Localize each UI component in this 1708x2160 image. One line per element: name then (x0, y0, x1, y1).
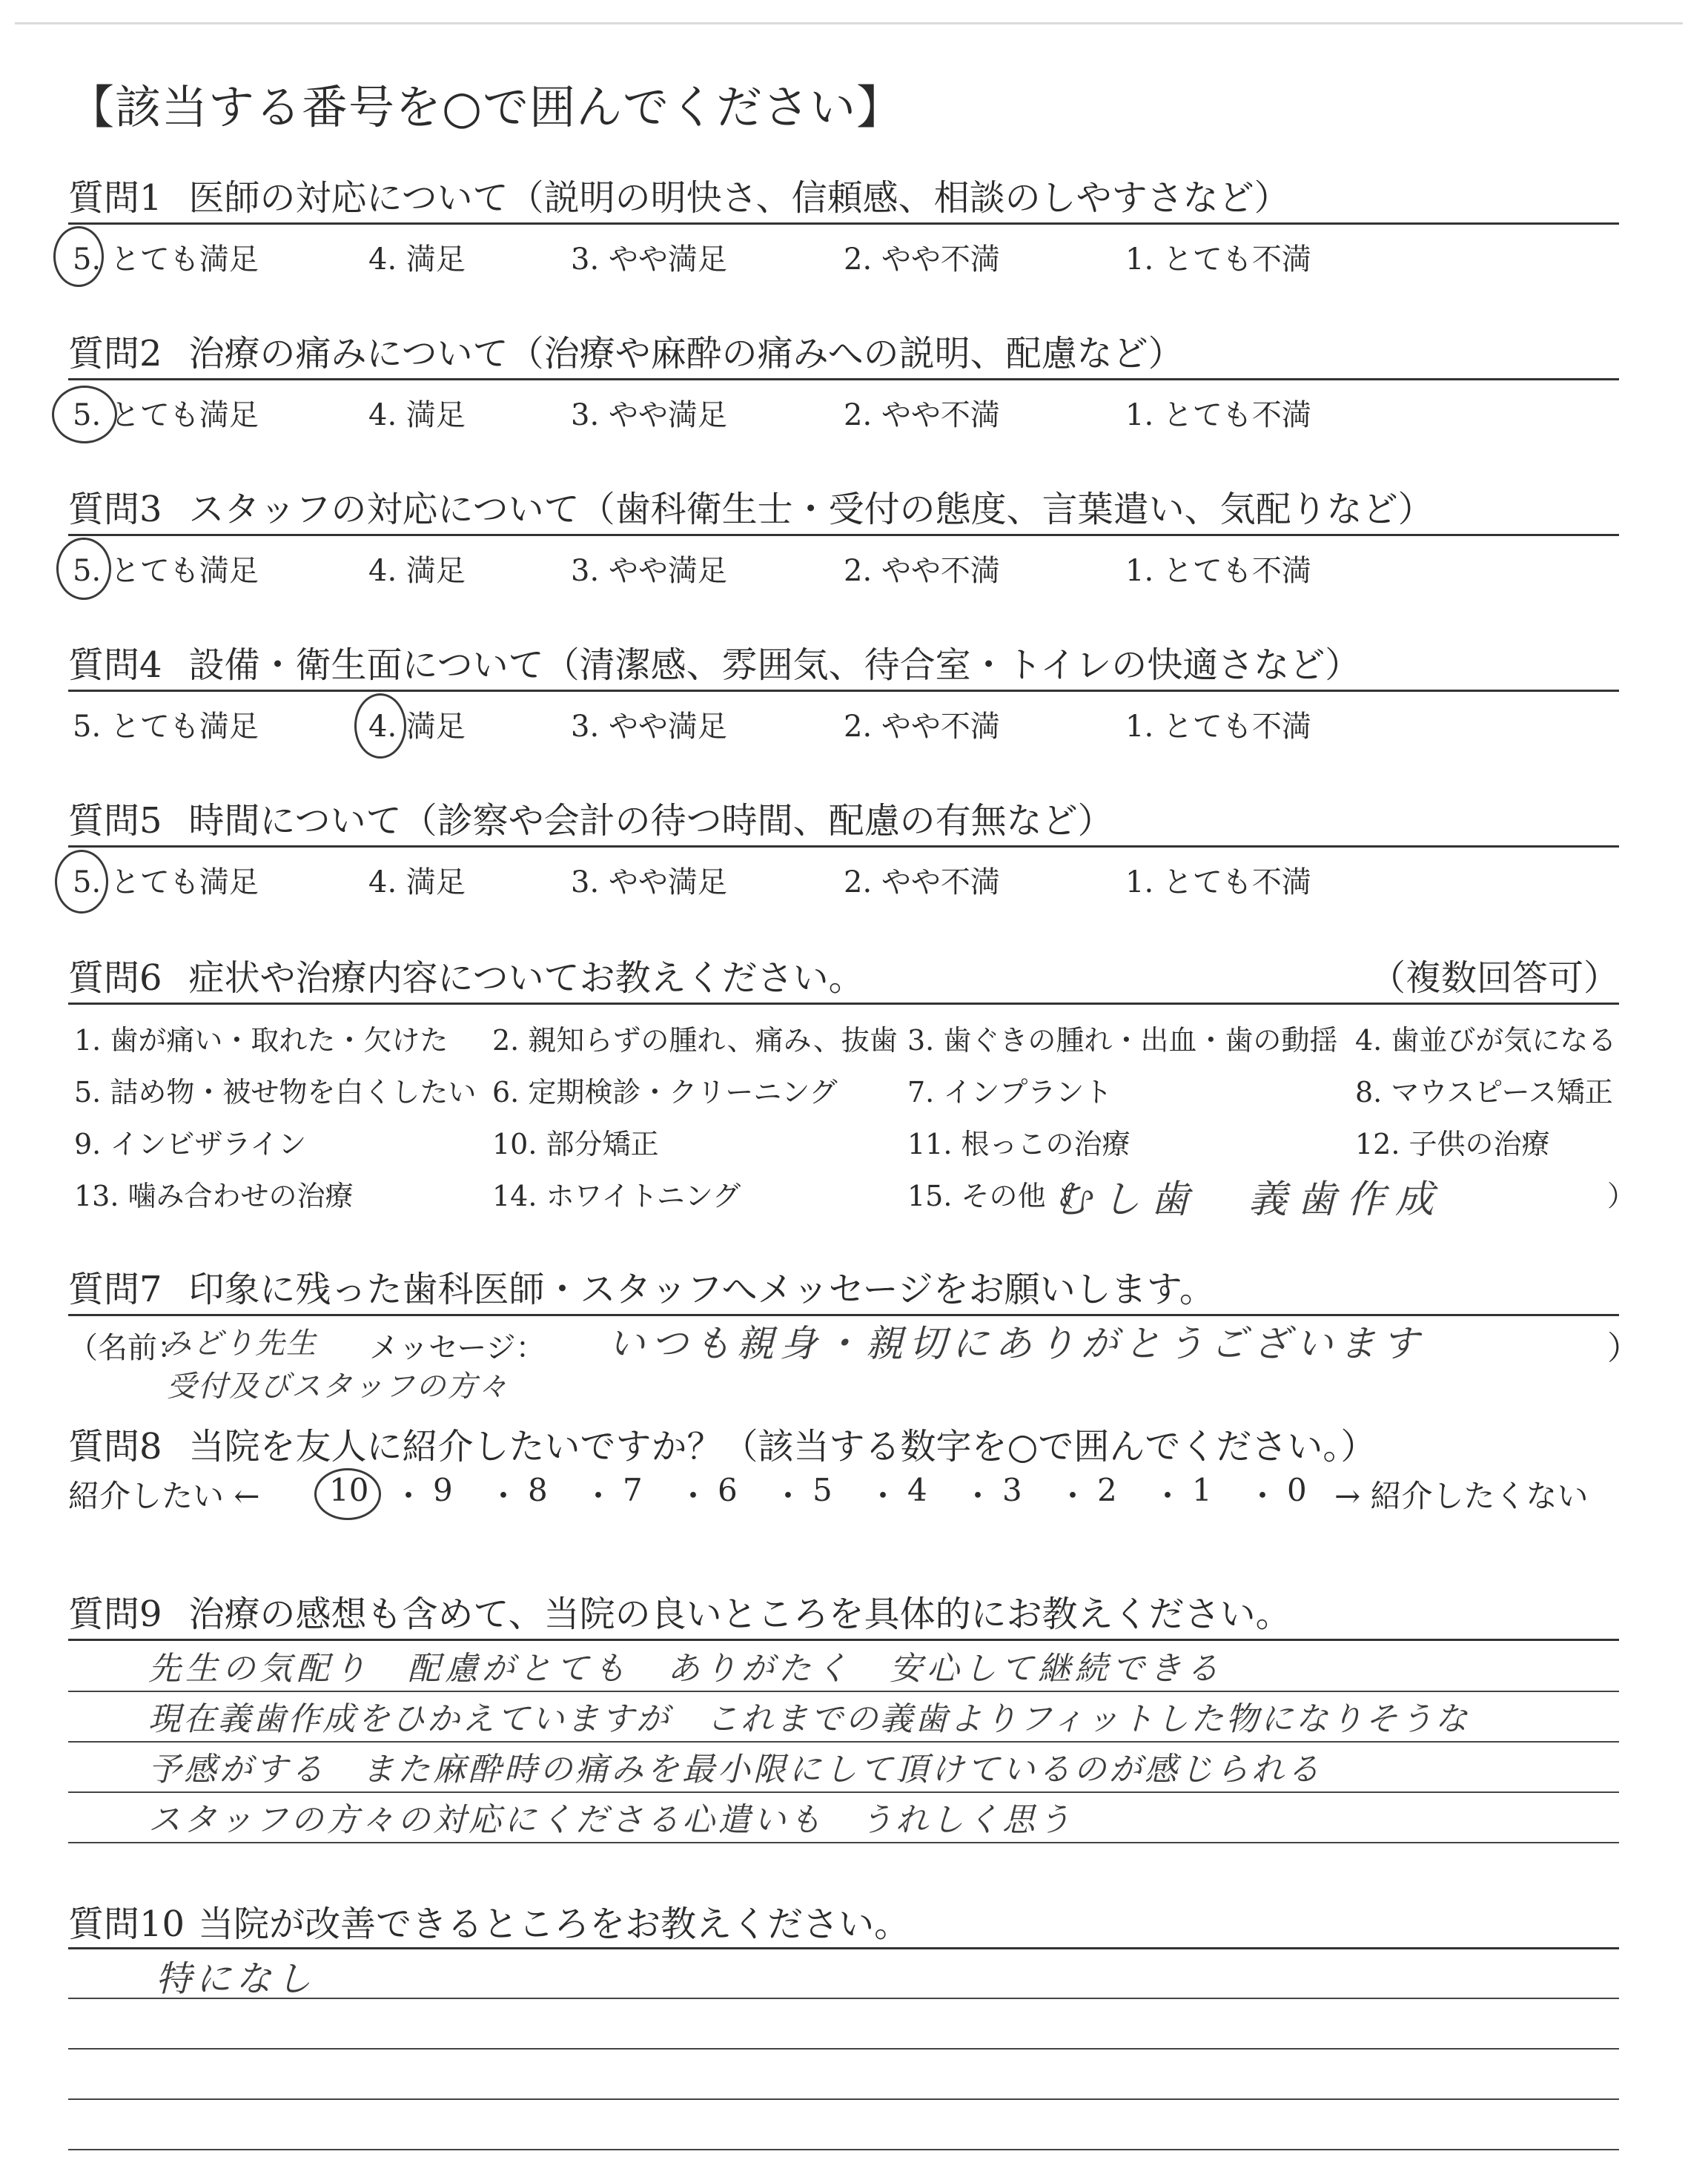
question-10-text: 当院が改善できるところをお教えください。 (198, 1903, 910, 1945)
q8-scale-10[interactable]: 10 (329, 1472, 369, 1508)
question-4-heading (68, 636, 1360, 687)
q4-option-3[interactable]: 3. やや満足 (571, 710, 727, 744)
q6-item-4[interactable]: 4. 歯並びが気になる (1355, 1024, 1617, 1057)
q6-item-13[interactable]: 13. 噛み合わせの治療 (74, 1180, 354, 1212)
q6-item-8[interactable]: 8. マウスピース矯正 (1355, 1076, 1613, 1109)
q2-option-1[interactable]: 1. とても不満 (1125, 398, 1311, 432)
q3-option-4[interactable]: 4. 満足 (368, 554, 466, 588)
question-6-note: （複数回答可） (1369, 957, 1619, 999)
q7-name-label: （名前： (68, 1331, 187, 1365)
q6-item-14[interactable]: 14. ホワイトニング (492, 1180, 741, 1212)
q1-selected-circle (53, 226, 104, 287)
q1-option-2[interactable]: 2. やや不満 (844, 242, 1000, 277)
question-7-text: 印象に残った歯科医師・スタッフへメッセージをお願いします。 (188, 1269, 1215, 1310)
question-5-number: 質問5 (68, 800, 162, 842)
q7-name-handwritten-2: 受付及びスタッフの方々 (167, 1370, 509, 1404)
q9-answer-line-4: スタッフの方々の対応にくださる心遣いも うれしく思う (148, 1801, 1073, 1839)
q8-left-label: 紹介したい ← (68, 1478, 260, 1514)
q10-line-4 (68, 2149, 1619, 2150)
q6-item-11[interactable]: 11. 根っこの治療 (907, 1128, 1131, 1160)
q4-option-5[interactable]: 5. とても満足 (73, 710, 259, 744)
question-9-rule (68, 1639, 1619, 1641)
question-8-heading (68, 1418, 1376, 1469)
question-10-number: 質問10 (68, 1903, 185, 1945)
question-5-text: 時間について（診察や会計の待つ時間、配慮の有無など） (188, 800, 1113, 842)
question-3-number: 質問3 (68, 489, 162, 530)
question-5-heading (68, 792, 1113, 843)
q5-option-2[interactable]: 2. やや不満 (844, 865, 1000, 899)
q6-item-15-close: ） (1607, 1180, 1636, 1212)
question-7-number: 質問7 (68, 1269, 162, 1310)
q8-scale-7[interactable]: 7 (623, 1472, 643, 1508)
q9-line-4 (68, 1842, 1619, 1843)
q5-option-3[interactable]: 3. やや満足 (571, 865, 727, 899)
question-5-rule (68, 845, 1619, 848)
q3-option-5[interactable]: 5. とても満足 (73, 554, 259, 588)
q4-option-1[interactable]: 1. とても不満 (1125, 710, 1311, 744)
survey-page: 【該当する番号を○で囲んでください】 質問1 医師の対応について（説明の明快さ、信頼感、相談のしやすさなど） 5. とても満足 4. 満足 3. やや満足 2. やや不満 1. とても不満 質問2 治療の痛みについて（治療や麻酔の痛みへの説明、配慮など） 5. とても満足 4. 満足 3. やや満足 2. やや不満 1. とても不満 質問3 スタッフの対応について（歯科衛生士・受付の態度、言葉遣い、気配りなど） 5. とても満足 4. 満足 3. やや満足 2. やや不満 1. とても不満 質問4 設備・衛生面について（清潔感、雰囲気、待合室・トイレの快適さなど） 5. とても満足 4. 満足 3. やや満足 2. やや不満 1. とても不満 質問5 時間について（診察や会計の待つ時間、配慮の有無など） 5. とても満足 4. 満足 3. やや満足 2. やや不満 1. とても不満 質問6 症状や治療内容についてお教えください。 （複数回答可） 1. 歯が痛い・取れた・欠けた 2. 親知らずの腫れ、痛み、抜歯 3. 歯ぐきの腫れ・出血・歯の動揺 4. 歯並びが気になる 5. 詰め物・被せ物を白くしたい 6. 定期検診・クリーニング 7. インプラント 8. マウスピース矯正 9. インビザライン 10. 部分矯正 11. 根っこの治療 12. 子供の治療 13. 噛み合わせの治療 14. ホワイトニング 15. その他（ ） むし歯 義歯作成 質問7 印象に残った歯科医師・スタッフへメッセージをお願いします。 （名前： みどり先生 メッセージ： いつも親身・親切にありがとうございます ） 受付及びスタッフの方々 質問8 当院を友人に紹介したいですか？（該当する数字を○で囲んでください。） 紹介したい ← 10 ・ 9 ・ 8 ・ 7 ・ 6 ・ 5 ・ 4 ・ 3 ・ 2 ・ 1 ・ 0 → 紹介したくない 質問9 治療の感想も含めて、当院の良いところを具体的にお教えください。 先生の気配り 配慮がとても ありがたく 安心して継続できる 現在義歯作成をひかえていますが これまでの義歯よりフィットした物になりそうな 予感がする また麻酔時の痛みを最小限にして頂けているのが感じられる スタッフの方々の対応にくださる心遣いも うれしく思う 質問10 当院が改善できるところをお教えください。 特になし (0, 0, 1708, 2160)
question-2-rule (68, 378, 1619, 380)
q8-selected-circle (314, 1468, 381, 1520)
question-4-text: 設備・衛生面について（清潔感、雰囲気、待合室・トイレの快適さなど） (188, 644, 1361, 686)
q1-option-3[interactable]: 3. やや満足 (571, 242, 727, 277)
question-3-heading (68, 480, 1434, 532)
q1-option-5[interactable]: 5. とても満足 (73, 242, 259, 277)
top-border (15, 22, 1683, 24)
q8-scale-2[interactable]: 2 (1097, 1472, 1117, 1508)
q3-option-2[interactable]: 2. やや不満 (844, 554, 1000, 588)
q4-option-4[interactable]: 4. 満足 (368, 710, 466, 744)
question-9-number: 質問9 (68, 1593, 162, 1635)
question-3-rule (68, 534, 1619, 536)
q9-answer-line-3: 予感がする また麻酔時の痛みを最小限にして頂けているのが感じられる (148, 1751, 1323, 1789)
question-4-number: 質問4 (68, 644, 162, 686)
q6-item-10[interactable]: 10. 部分矯正 (492, 1128, 659, 1160)
question-6-number: 質問6 (68, 957, 162, 999)
q8-scale-8[interactable]: 8 (528, 1472, 548, 1508)
q6-item-15[interactable]: 15. その他（ (907, 1180, 1074, 1212)
question-1-number: 質問1 (68, 177, 162, 219)
question-6-text: 症状や治療内容についてお教えください。 (188, 957, 864, 999)
q8-scale-3[interactable]: 3 (1002, 1472, 1022, 1508)
q8-scale-5[interactable]: 5 (812, 1472, 833, 1508)
q5-option-1[interactable]: 1. とても不満 (1125, 865, 1311, 899)
q8-scale-0[interactable]: 0 (1287, 1472, 1307, 1508)
q5-option-4[interactable]: 4. 満足 (368, 865, 466, 899)
question-1-heading (68, 169, 1290, 220)
q9-answer-line-2: 現在義歯作成をひかえていますが これまでの義歯よりフィットした物になりそうな (148, 1700, 1470, 1738)
q7-close-paren: ） (1607, 1330, 1640, 1367)
q6-item-12[interactable]: 12. 子供の治療 (1355, 1128, 1550, 1160)
q8-scale-1[interactable]: 1 (1192, 1472, 1212, 1508)
q8-scale-4[interactable]: 4 (907, 1472, 927, 1508)
q8-right-label: → 紹介したくない (1334, 1478, 1589, 1514)
question-9-text: 治療の感想も含めて、当院の良いところを具体的にお教えください。 (188, 1593, 1291, 1635)
q7-name-handwritten: みどり先生 (162, 1327, 317, 1361)
question-2-number: 質問2 (68, 333, 162, 374)
q7-message-label: メッセージ： (369, 1331, 546, 1365)
question-8-text: 当院を友人に紹介したいですか？（該当する数字を○で囲んでください。） (188, 1426, 1377, 1467)
q8-scale-9[interactable]: 9 (433, 1472, 453, 1508)
q6-item-6[interactable]: 6. 定期検診・クリーニング (492, 1076, 838, 1109)
question-9-heading (68, 1585, 1291, 1636)
question-3-text: スタッフの対応について（歯科衛生士・受付の態度、言葉遣い、気配りなど） (188, 489, 1434, 530)
question-1-text: 医師の対応について（説明の明快さ、信頼感、相談のしやすさなど） (188, 177, 1290, 219)
q5-option-5[interactable]: 5. とても満足 (73, 865, 259, 899)
q6-item-7[interactable]: 7. インプラント (907, 1076, 1113, 1109)
q2-option-4[interactable]: 4. 満足 (368, 398, 466, 432)
q6-item-5[interactable]: 5. 詰め物・被せ物を白くしたい (74, 1076, 477, 1109)
q2-option-2[interactable]: 2. やや不満 (844, 398, 1000, 432)
question-2-heading (68, 325, 1184, 376)
question-8-number: 質問8 (68, 1426, 162, 1467)
q3-option-1[interactable]: 1. とても不満 (1125, 554, 1311, 588)
q9-answer-line-1: 先生の気配り 配慮がとても ありがたく 安心して継続できる (148, 1650, 1223, 1688)
question-10-rule (68, 1947, 1619, 1949)
question-6-heading (68, 949, 1619, 1000)
q1-option-1[interactable]: 1. とても不満 (1125, 242, 1311, 277)
question-7-heading (68, 1261, 1215, 1312)
question-2-text: 治療の痛みについて（治療や麻酔の痛みへの説明、配慮など） (188, 333, 1184, 374)
q6-item-3[interactable]: 3. 歯ぐきの腫れ・出血・歯の動揺 (907, 1024, 1338, 1057)
q3-selected-circle (56, 538, 111, 600)
q6-item-1[interactable]: 1. 歯が痛い・取れた・欠けた (74, 1024, 448, 1057)
question-6-rule (68, 1003, 1619, 1005)
q6-item-2[interactable]: 2. 親知らずの腫れ、痛み、抜歯 (492, 1024, 898, 1057)
question-1-rule (68, 222, 1619, 225)
question-10-heading (68, 1895, 910, 1946)
q3-option-3[interactable]: 3. やや満足 (571, 554, 727, 588)
q5-selected-circle (55, 850, 108, 914)
question-4-rule (68, 690, 1619, 692)
q4-selected-circle (354, 693, 406, 759)
q10-answer-line-1: 特になし (156, 1958, 317, 2000)
q4-option-2[interactable]: 2. やや不満 (844, 710, 1000, 744)
q6-item-9[interactable]: 9. インビザライン (74, 1128, 307, 1160)
q10-line-3 (68, 2098, 1619, 2100)
q10-line-2 (68, 2048, 1619, 2050)
q2-option-5[interactable]: 5. とても満足 (73, 398, 259, 432)
q8-scale-6[interactable]: 6 (718, 1472, 738, 1508)
q2-selected-circle (52, 386, 117, 443)
q1-option-4[interactable]: 4. 満足 (368, 242, 466, 277)
q2-option-3[interactable]: 3. やや満足 (571, 398, 727, 432)
q7-message-handwritten: いつも親身・親切にありがとうございます (608, 1322, 1425, 1365)
page-title: 【該当する番号を○で囲んでください】 (68, 80, 904, 134)
q6-other-handwritten: むし歯 義歯作成 (1053, 1178, 1445, 1222)
